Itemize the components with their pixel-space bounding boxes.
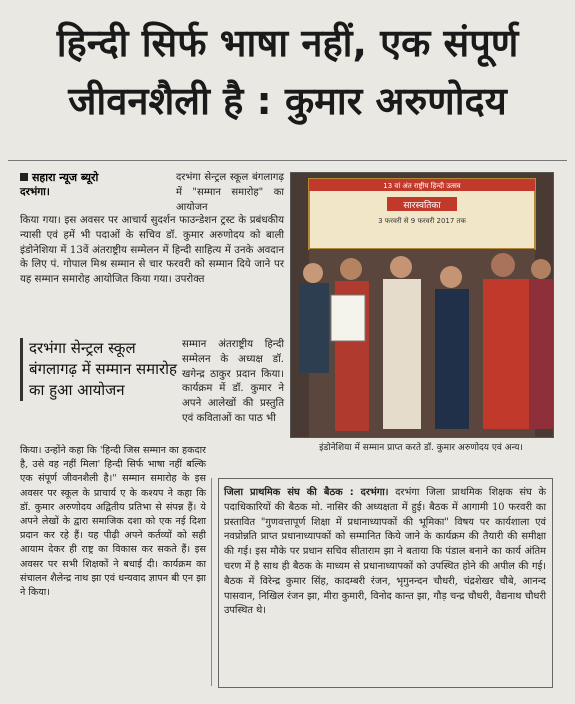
dateline: दरभंगा। [20, 186, 50, 198]
photo-caption: इंडोनेशिया में सम्मान प्राप्त करते डॉ. कुमार अरुणोदय एवं अन्य। [319, 443, 523, 453]
intro-right-text: दरभंगा सेन्ट्रल स्कूल बंगलागढ़ में "सम्मान समारोह" का आयोजन [176, 172, 284, 213]
headline-rule [8, 160, 567, 161]
byline [20, 170, 170, 185]
bullet-square-icon [20, 173, 28, 181]
headline-line-1: हिन्दी सिर्फ भाषा नहीं, एक संपूर्ण [56, 21, 519, 65]
event-photo [290, 172, 554, 438]
byline-block [20, 170, 170, 199]
column-divider [211, 478, 212, 686]
banner-dates-text: 3 फरवरी से 9 फरवरी 2017 तक [378, 217, 466, 225]
photo-illustration [291, 173, 553, 437]
pull-quote: दरभंगा सेन्ट्रल स्कूल बंगलागढ़ में सम्मान समारोह का हुआ आयोजन [20, 338, 181, 401]
banner-small-text: 13 वां अंत राष्ट्रीय हिन्दी उत्सव [383, 182, 461, 190]
article-paragraph-3: किया। उन्होंने कहा कि 'हिन्दी जिस सम्मान का हकदार है, उसे वह नहीं मिला' हिन्दी सिर्फ भाषा नहीं बल्कि एक संपूर्ण जीवनशैली है।" सम्मान समारोह के इस अवसर पर स्कूल के प्राचार्य ए के कश्यप ने कहा कि डॉ. कुमार अरुणोदय अद्वितीय प्रतिभा से संपन्न हैं। ये अपने लेखों के द्वारा समाजिक दशा को एक नई दिशा प्रदान कर रहे हैं। यह पीढ़ी अपने कर्तव्यों को सही आयाम देकर ही राष्ट्र का विकास कर सकते हैं। इस अवसर पर सभी शिक्षकों ने बधाई दी। कार्यक्रम का संचालन शैलेन्द्र नाथ झा एवं धन्यवाद ज्ञापन बी एन झा ने किया। [20, 445, 206, 599]
sidebar-news-text [224, 486, 546, 619]
sidebar-news-title: जिला प्राथमिक संघ की बैठक : दरभंगा। [224, 487, 389, 498]
headline [10, 20, 565, 124]
headline-line-2: जीवनशैली है : कुमार अरुणोदय [68, 79, 507, 123]
banner-title-text: सारस्वतिका [403, 201, 441, 211]
sidebar-news-body: दरभंगा जिला प्राथमिक शिक्षक संघ के पदाधिकारियों की बैठक मो. नासिर की अध्यक्षता में हुई। बैठक में आगामी 10 फरवरी का प्रस्तावित "गुणवत्तापूर्ण शिक्षा में प्रधानाध्यापकों की भूमिका" विषय पर कार्यशाला एवं नवप्रोन्नति प्राप्त प्रधानाध्यापकों को सम्मानित किये जाने के कार्यक्रम की तैयारी की समीक्षा की गई। इस मौके पर प्रधान सचिव सीताराम झा ने बताया कि पंडाल बनाने का कार्य अंतिम चरण में है साथ ही बैठक के माध्यम से प्रधानाध्यापकों को उपस्थित होने की अपील की गई। बैठक में विरेन्द्र कुमार सिंह, कादम्बरी रंजन, भृगुनन्दन चौधरी, चंद्रशेखर चौबे, आनन्द पासवान, निखिल रंजन झा, मीरा कुमारी, विनोद कान्त झा, गौड़ चन्द्र चौधरी, वैद्यनाथ चौधरी उपस्थित थे। [224, 487, 546, 617]
byline-text: सहारा न्यूज ब्यूरो [32, 171, 99, 184]
article-paragraph-1: किया गया। इस अवसर पर आचार्य सुदर्शन फाउन्डेशन ट्रस्ट के प्रबंधकीय न्यासी एवं हमें भी पदाओं के सचिव डॉ. कुमार अरुणोदय को बाली इंडोनेशिया में 13वें अंतराष्ट्रीय सम्मेलन में हिन्दी साहित्य में उनके अवदान के लिए पं. गोपाल मिश्र सम्मान से चार फरवरी को सम्मान दिये जाने पर यह सम्मान समारोह आयोजित किया गया। उपरोक्त [20, 215, 284, 286]
article-paragraph-2: सम्मान अंतराष्ट्रीय हिन्दी सम्मेलन के अध्यक्ष डॉ. खगेन्द्र ठाकुर प्रदान किया। कार्यक्रम में डॉ. कुमार ने अपने आलेखों की प्रस्तुति एवं कविताओं का पाठ भी [182, 339, 284, 424]
